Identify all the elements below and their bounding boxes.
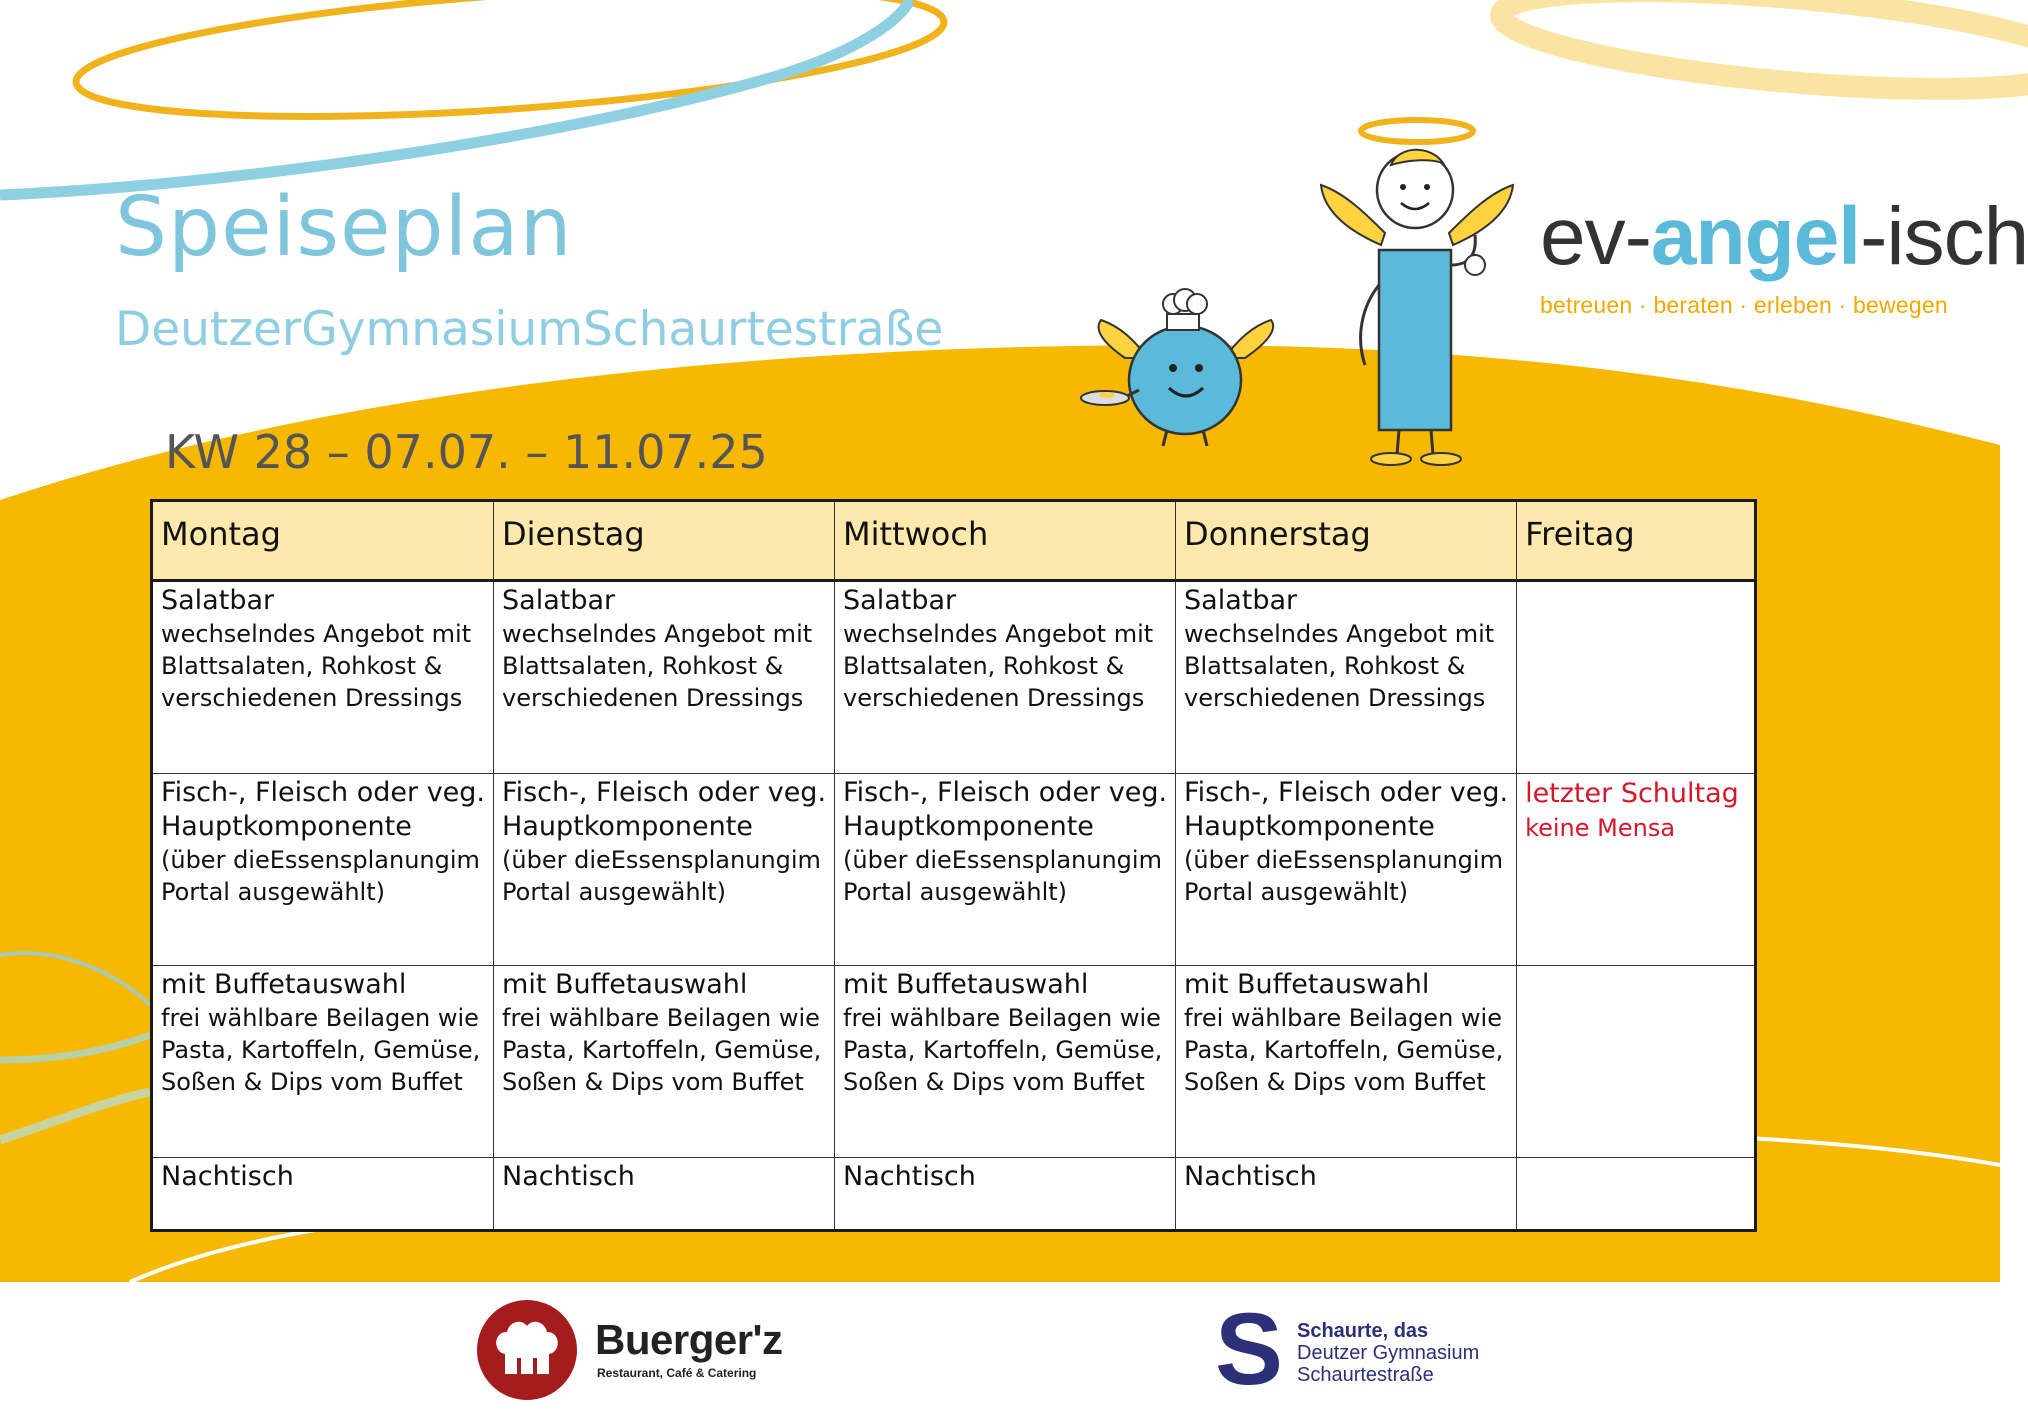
- buffet-cell-wednesday: mit Buffetauswahl frei wählbare Beilagen wie Pasta, Kartoffeln, Gemüse, Soßen & Dips vom Buffet: [835, 966, 1176, 1158]
- angel-figure-icon: [1315, 115, 1515, 475]
- no-canteen-note: keine Mensa: [1525, 814, 1676, 842]
- day-header-monday: Montag: [153, 502, 494, 582]
- buffet-cell-friday: [1517, 966, 1754, 1158]
- dessert-cell-tuesday: Nachtisch: [494, 1158, 835, 1229]
- page-title: Speiseplan: [115, 180, 573, 275]
- buffet-cell-thursday: mit Buffetauswahl frei wählbare Beilagen wie Pasta, Kartoffeln, Gemüse, Soßen & Dips vom Buffet: [1176, 966, 1517, 1158]
- salad-cell-wednesday: Salatbar wechselndes Angebot mit Blattsalaten, Rohkost & verschiedenen Dressings: [835, 582, 1176, 774]
- school-name-line3: Schaurtestraße: [1297, 1364, 1434, 1386]
- buergerz-logo: [475, 1298, 805, 1404]
- dessert-cell-friday: [1517, 1158, 1754, 1229]
- school-s-letter: S: [1215, 1292, 1284, 1406]
- salad-cell-thursday: Salatbar wechselndes Angebot mit Blattsalaten, Rohkost & verschiedenen Dressings: [1176, 582, 1517, 774]
- dessert-cell-thursday: Nachtisch: [1176, 1158, 1517, 1229]
- day-header-thursday: Donnerstag: [1176, 502, 1517, 582]
- salad-cell-friday: [1517, 582, 1754, 774]
- main-cell-thursday: Fisch-, Fleisch oder veg. Hauptkomponente (über dieEssensplanungim Portal ausgewählt): [1176, 774, 1517, 966]
- last-school-day-note: letzter Schultag: [1525, 778, 1739, 809]
- buffet-cell-monday: mit Buffetauswahl frei wählbare Beilagen wie Pasta, Kartoffeln, Gemüse, Soßen & Dips vom Buffet: [153, 966, 494, 1158]
- salad-cell-monday: Salatbar wechselndes Angebot mit Blattsalaten, Rohkost & verschiedenen Dressings: [153, 582, 494, 774]
- friday-note-cell: [1517, 774, 1754, 966]
- school-name-line2: Deutzer Gymnasium: [1297, 1342, 1480, 1364]
- blob-chef-icon: [1085, 280, 1285, 450]
- school-name-line1: Schaurte, das: [1297, 1320, 1429, 1342]
- school-logo: [1215, 1292, 1515, 1406]
- day-header-tuesday: Dienstag: [494, 502, 835, 582]
- day-header-wednesday: Mittwoch: [835, 502, 1176, 582]
- dessert-cell-wednesday: Nachtisch: [835, 1158, 1176, 1229]
- buffet-cell-tuesday: mit Buffetauswahl frei wählbare Beilagen wie Pasta, Kartoffeln, Gemüse, Soßen & Dips vom Buffet: [494, 966, 835, 1158]
- buergerz-name: Buerger'z: [595, 1316, 783, 1363]
- week-label: KW 28 – 07.07. – 11.07.25: [165, 425, 768, 479]
- dessert-cell-monday: Nachtisch: [153, 1158, 494, 1229]
- main-cell-tuesday: Fisch-, Fleisch oder veg. Hauptkomponente (über dieEssensplanungim Portal ausgewählt): [494, 774, 835, 966]
- school-subtitle: DeutzerGymnasiumSchaurtestraße: [115, 302, 944, 357]
- chef-hat-icon: [1163, 289, 1207, 330]
- main-cell-wednesday: Fisch-, Fleisch oder veg. Hauptkomponente (über dieEssensplanungim Portal ausgewählt): [835, 774, 1176, 966]
- ev-angel-isch-logo: [1540, 191, 2028, 319]
- buergerz-tagline: Restaurant, Café & Catering: [597, 1366, 757, 1380]
- main-cell-monday: Fisch-, Fleisch oder veg. Hauptkomponente (über dieEssensplanungim Portal ausgewählt): [153, 774, 494, 966]
- day-header-friday: Freitag: [1517, 502, 1754, 582]
- menu-table: [150, 499, 1757, 1232]
- brand-tagline: betreuen · beraten · erleben · bewegen: [1540, 292, 1948, 318]
- brand-name: ev-angel-isch: [1540, 191, 2028, 282]
- salad-cell-tuesday: Salatbar wechselndes Angebot mit Blattsalaten, Rohkost & verschiedenen Dressings: [494, 582, 835, 774]
- chef-hat-icon: [475, 1298, 579, 1402]
